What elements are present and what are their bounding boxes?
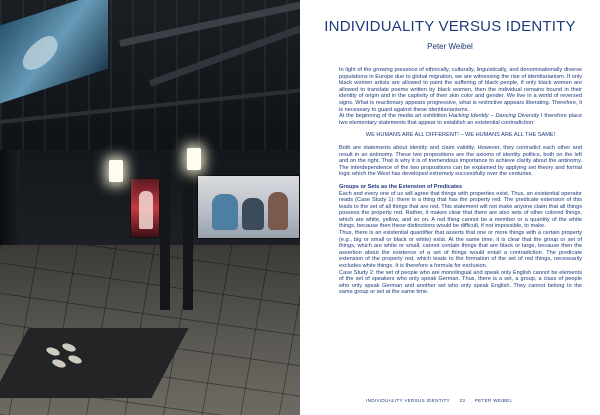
section-heading: Groups or Sets as the Extension of Predicates xyxy=(339,183,463,190)
text-page xyxy=(300,0,600,415)
article-body xyxy=(339,67,582,296)
screen-figure xyxy=(139,191,153,229)
paragraph: Both are statements about identity and claim validity. However, they contradict each other and result in an antinomy. These two propositions are the axioms of identity politics, both on the left and on the right. That is why it is of tremendous importance to achieve clarity about the antinomy. The interdependence of the two propositions can be explained by applying set theory and formal logic which the West has developed extremely successfully over the centuries. xyxy=(339,144,582,178)
video-screen-small xyxy=(130,178,160,238)
page-number: 23 xyxy=(459,398,466,403)
screen-stand xyxy=(160,165,170,310)
screen-figure xyxy=(268,192,288,230)
paragraph-text: At the beginning of the media art exhibition xyxy=(339,113,449,120)
key-statement: WE HUMANS ARE ALL DIFFERENT! – WE HUMANS ARE ALL THE SAME! xyxy=(365,132,556,139)
screen-stand xyxy=(183,160,193,310)
paragraph: In light of the growing presence of ethnically, culturally, linguistically, and denominationally diverse populations in Europe due to global migration, we are witnessing the rise of identitarianism. If only black women artists are allowed to paint the suffering of black people, if only black women are allowed to translate poems written by black women, then the individual remains bound in their identity of origin and in the captivity of their skin color and gender. We live in a world of reversed signs. What is reactionary appears progressive, what is restrictive appears liberating. Therefore, it is necessary to guard against these identitarianisms. xyxy=(339,67,582,113)
exhibition-title: Hacking Identity – Dancing Diversity xyxy=(448,113,540,120)
author-name: Peter Weibel xyxy=(427,42,473,51)
paragraph xyxy=(339,113,582,126)
running-title: INDIVIDUALITY VERSUS IDENTITY xyxy=(366,398,450,403)
paragraph: Each and every one of us will agree that things with properties exist. Thus, an existential operator reads (Case Study 1): there is a thing that has the property red. The predicate extension of this leads to the set of all things that are red. This statement will not make anyone claim that all things possess the property red. Rather, it makes clear that there are also sets of other colored things, which are white, yellow, and so on. A red thing cannot be a member or a quantity of the white things, because then these distinctions would be difficult, if not impossible, to make. xyxy=(339,190,582,230)
video-screen-large xyxy=(197,175,300,239)
projected-figure xyxy=(18,31,62,77)
spotlight xyxy=(109,160,123,182)
paragraph: Thus, there is an existential quantifier that asserts that one or more things with a certain property (e.g., big or small or black or white) exist. At the same time, it is clear that the group or set of things, which are white or small, cannot contain things that are black or large, because then the assertion about the existence of a set of things would entail a contradiction. The predicate extension of the property red, which leads to the formation of the set of red things, necessarily excludes white things. It is therefore a formula for exclusion. xyxy=(339,230,582,270)
running-author: PETER WEIBEL xyxy=(474,398,513,403)
screen-figure xyxy=(242,198,264,230)
paragraph: Case Study 2: the set of people who are monolingual and speak only English cannot be elements of the set of speakers who only speak German. Thus, there is a set, a group, a class of people who only speak German and another set who only speak English. They cannot belong to the same group or set at the same time. xyxy=(339,269,582,296)
screen-figure xyxy=(212,194,238,230)
paragraph-text: I therefore place two elementary statements that appear to establish an existential contradiction: xyxy=(339,113,582,126)
page-footer xyxy=(366,398,520,403)
page-title: INDIVIDUALITY VERSUS IDENTITY xyxy=(324,18,576,35)
spotlight xyxy=(187,148,201,170)
